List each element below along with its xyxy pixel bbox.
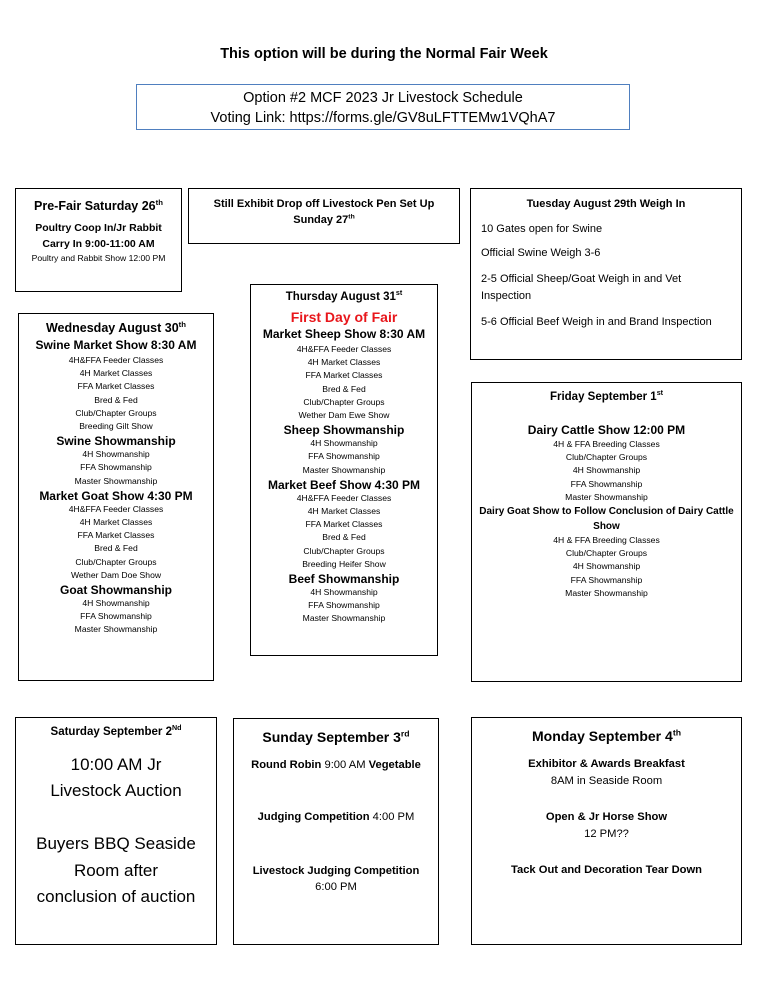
- prefair-carry-in: Poultry Coop In/Jr Rabbit Carry In 9:00-11:00 AM: [35, 222, 162, 250]
- still-exhibit-box: Still Exhibit Drop off Livestock Pen Set Up Sunday 27th: [188, 188, 460, 244]
- wednesday-box: [18, 313, 214, 681]
- livestock-judging-line: Livestock Judging Competition 6:00 PM: [252, 865, 420, 893]
- beef-market-classes: 4H&FFA Feeder Classes 4H Market Classes FFA Market Classes Bred & Fed Club/Chapter Groups Breeding Heifer Show: [296, 492, 392, 569]
- beef-showmanship-heading: Beef Showmanship: [288, 572, 400, 587]
- sheep-showmanship-heading: Sheep Showmanship: [283, 423, 405, 438]
- round-robin-line: Round Robin 9:00 AM Vegetable: [251, 759, 421, 771]
- page-title: This option will be during the Normal Fair Week: [220, 46, 548, 62]
- beef-market-heading: Market Beef Show 4:30 PM: [267, 477, 421, 492]
- auction-info: 10:00 AM Jr Livestock Auction: [50, 755, 182, 800]
- tuesday-title: Tuesday August 29th Weigh In: [526, 198, 686, 210]
- monday-title: Monday September 4th: [531, 727, 681, 744]
- tuesday-item: 5-6 Official Beef Weigh in and Brand Inspection: [481, 316, 712, 328]
- teardown-info: Tack Out and Decoration Tear Down: [510, 864, 703, 876]
- friday-box: [471, 382, 742, 682]
- schedule-banner: [136, 84, 630, 130]
- prefair-box: [15, 188, 182, 292]
- goat-showmanship-classes: 4H Showmanship FFA Showmanship Master Showmanship: [74, 598, 158, 635]
- thursday-box: [250, 284, 438, 656]
- goat-market-heading: Market Goat Show 4:30 PM: [39, 488, 193, 503]
- banner-title: Option #2 MCF 2023 Jr Livestock Schedule: [243, 90, 523, 106]
- sheep-market-heading: Market Sheep Show 8:30 AM: [262, 327, 426, 341]
- swine-showmanship-heading: Swine Showmanship: [56, 434, 176, 449]
- sunday-box: [233, 718, 439, 945]
- horse-show-info: Open & Jr Horse Show 12 PM??: [545, 811, 668, 840]
- tuesday-item: 10 Gates open for Swine: [481, 223, 603, 235]
- wednesday-title: Wednesday August 30th: [45, 319, 186, 335]
- sheep-market-classes: 4H&FFA Feeder Classes 4H Market Classes FFA Market Classes Bred & Fed Club/Chapter Groups Wether Dam Ewe Show: [296, 344, 392, 421]
- sheep-showmanship-classes: 4H Showmanship FFA Showmanship Master Showmanship: [302, 438, 386, 475]
- dairy-cattle-heading: Dairy Cattle Show 12:00 PM: [527, 423, 686, 437]
- dairy-goat-classes: 4H & FFA Breeding Classes Club/Chapter Groups 4H Showmanship FFA Showmanship Master Showmanship: [553, 535, 660, 598]
- breakfast-info: Exhibitor & Awards Breakfast 8AM in Seaside Room: [528, 758, 685, 787]
- swine-market-classes: 4H&FFA Feeder Classes 4H Market Classes FFA Market Classes Bred & Fed Club/Chapter Groups Breeding Gilt Show: [68, 355, 164, 432]
- saturday-box: [15, 717, 217, 945]
- beef-showmanship-classes: 4H Showmanship FFA Showmanship Master Showmanship: [302, 587, 386, 624]
- friday-title: Friday September 1st: [549, 389, 664, 403]
- sunday-title: Sunday September 3rd: [262, 728, 410, 745]
- swine-showmanship-classes: 4H Showmanship FFA Showmanship Master Showmanship: [74, 449, 158, 486]
- first-day-label: First Day of Fair: [290, 309, 398, 325]
- tuesday-item: 2-5 Official Sheep/Goat Weigh in and Vet Inspection: [481, 273, 682, 302]
- monday-box: [471, 717, 742, 945]
- goat-showmanship-heading: Goat Showmanship: [59, 583, 172, 598]
- prefair-show-time: Poultry and Rabbit Show 12:00 PM: [31, 253, 166, 263]
- voting-link[interactable]: Voting Link: https://forms.gle/GV8uLFTTEMw1VQhA7: [210, 110, 556, 126]
- tuesday-box: [470, 188, 742, 360]
- judging-line: Judging Competition 4:00 PM: [257, 811, 415, 823]
- goat-market-classes: 4H&FFA Feeder Classes 4H Market Classes FFA Market Classes Bred & Fed Club/Chapter Groups Wether Dam Doe Show: [68, 503, 164, 580]
- buyers-bbq-info: Buyers BBQ Seaside Room after conclusion of auction: [36, 834, 196, 906]
- dairy-goat-heading: Dairy Goat Show to Follow Conclusion of Dairy Cattle Show: [479, 506, 734, 533]
- saturday-title: Saturday September 2Nd: [50, 724, 182, 738]
- dairy-cattle-classes: 4H & FFA Breeding Classes Club/Chapter Groups 4H Showmanship FFA Showmanship Master Showmanship: [553, 439, 660, 502]
- swine-market-heading: Swine Market Show 8:30 AM: [35, 338, 197, 352]
- prefair-title: Pre-Fair Saturday 26th: [34, 197, 163, 213]
- tuesday-item: Official Swine Weigh 3-6: [481, 247, 601, 259]
- thursday-title: Thursday August 31st: [285, 289, 403, 303]
